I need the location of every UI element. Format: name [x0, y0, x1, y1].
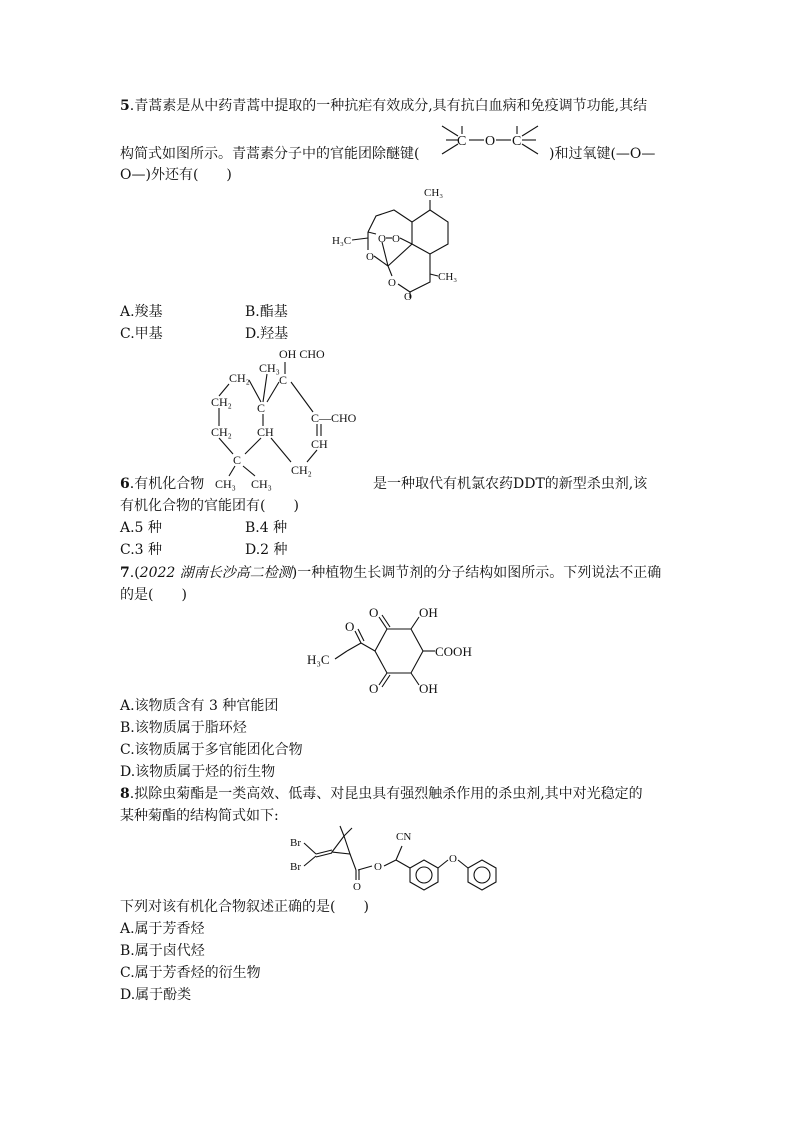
mol-ch3-right: CH₃	[438, 271, 458, 283]
q7-o-top: O	[369, 605, 379, 620]
q6-ch3-c: CH₃	[251, 477, 272, 491]
mol-o2: O	[392, 233, 400, 245]
q6-c-cho: C—CHO	[311, 411, 357, 425]
mol-ch3-top: CH₃	[424, 187, 444, 199]
q7-oh-top: OH	[419, 605, 438, 620]
q7-structure	[305, 603, 495, 699]
q5-option-d: D.羟基	[245, 326, 289, 342]
q6-ch2-c: CH₂	[211, 425, 232, 439]
q7-text-1b: )一种植物生长调节剂的分子结构如图所示。下列说法不正确	[291, 565, 662, 581]
q8-o-ether: O	[449, 853, 457, 865]
q8-option-b: B.属于卤代烃	[120, 943, 205, 959]
ether-c2: C	[512, 134, 522, 149]
q8-text-1: .拟除虫菊酯是一类高效、低毒、对昆虫具有强烈触杀作用的杀虫剂,其中对光稳定的	[129, 786, 643, 802]
q6-text-2: 有机化合物的官能团有( )	[120, 498, 299, 514]
q6-oh-cho: OH CHO	[279, 347, 325, 361]
q6-option-a: A.5 种	[120, 520, 162, 536]
q8-line-3	[120, 898, 369, 916]
q8-cn: CN	[396, 831, 412, 843]
q6-c-mid: C	[257, 401, 266, 415]
q5-line-2b	[549, 145, 655, 163]
q6-ch3-b: CH₃	[215, 477, 236, 491]
q7-number: 7	[120, 565, 130, 581]
mol-h3c: H₃C	[332, 235, 352, 247]
q6-ch2-a: CH₂	[229, 371, 250, 385]
mol-o1: O	[378, 233, 386, 245]
q5-text-3: O—)外还有( )	[120, 167, 232, 183]
q6-line-2	[120, 497, 299, 515]
q6-structure	[205, 342, 380, 492]
q6-ch2-d: CH₂	[291, 463, 312, 477]
q7-option-b: B.该物质属于脂环烃	[120, 720, 247, 736]
q5-text-1: .青蒿素是从中药青蒿中提取的一种抗疟有效成分,具有抗白血病和免疫调节功能,其结	[129, 98, 648, 114]
q6-ch3-a: CH₃	[259, 361, 280, 375]
q8-o-carbonyl: O	[353, 881, 361, 893]
q6-text-1b: 是一种取代有机氯农药DDT的新型杀虫剂,该	[373, 476, 648, 492]
q6-number: 6	[120, 476, 130, 492]
q8-number: 8	[120, 786, 130, 802]
q8-text-3: 下列对该有机化合物叙述正确的是( )	[120, 899, 369, 915]
q6-c-top: C	[279, 373, 288, 387]
q7-h3c: H₃C	[307, 652, 330, 667]
q7-cooh: COOH	[435, 644, 472, 659]
q7-option-a: A.该物质含有 3 种官能团	[120, 698, 279, 714]
q6-text-1a: .有机化合物	[129, 476, 205, 492]
q5-text-2a: 构简式如图所示。青蒿素分子中的官能团除醚键(	[120, 146, 420, 162]
ether-c1: C	[457, 134, 467, 149]
q5-text-2b: )和过氧键(—O—	[549, 146, 656, 162]
q6-c-bottom: C	[233, 453, 242, 467]
q8-structure	[288, 822, 508, 894]
q7-source: 2022 湖南长沙高二检测	[139, 565, 292, 581]
q8-option-c: C.属于芳香烃的衍生物	[120, 965, 261, 981]
q8-option-d: D.属于酚类	[120, 987, 192, 1003]
q8-text-2: 某种菊酯的结构简式如下:	[120, 808, 279, 824]
q7-line-1	[120, 564, 661, 582]
q7-text-1a: .(	[129, 565, 140, 581]
q5-line-1	[120, 97, 647, 115]
q8-line-1	[120, 785, 643, 803]
q5-number: 5	[120, 98, 130, 114]
q6-ch-b: CH	[311, 437, 328, 451]
q6-ch: CH	[257, 425, 274, 439]
q7-option-c: C.该物质属于多官能团化合物	[120, 742, 303, 758]
q6-option-d: D.2 种	[245, 542, 288, 558]
q6-option-c: C.3 种	[120, 542, 163, 558]
q6-ch2-b: CH₂	[211, 395, 232, 409]
q6-line-1b	[373, 475, 647, 493]
q5-line-2	[120, 145, 419, 163]
q8-br2: Br	[290, 861, 301, 873]
q5-option-b: B.酯基	[245, 304, 288, 320]
q5-option-c: C.甲基	[120, 326, 163, 342]
mol-o-carbonyl: O	[404, 291, 412, 303]
q7-text-2: 的是( )	[120, 587, 187, 603]
q5-option-a: A.羧基	[120, 304, 163, 320]
artemisinin-structure	[330, 180, 480, 304]
q8-o-ester: O	[374, 861, 382, 873]
q7-line-2	[120, 586, 187, 604]
q8-option-a: A.属于芳香烃	[120, 921, 205, 937]
ether-o: O	[485, 134, 496, 149]
q8-line-2	[120, 807, 279, 825]
q5-line-3	[120, 166, 232, 184]
q8-br1: Br	[290, 837, 301, 849]
q6-option-b: B.4 种	[245, 520, 288, 536]
mol-o3: O	[366, 251, 374, 263]
q7-option-d: D.该物质属于烃的衍生物	[120, 764, 276, 780]
q7-o-bottom: O	[369, 681, 379, 696]
mol-o4: O	[388, 277, 396, 289]
ether-bond-structure	[436, 118, 548, 162]
q7-oh-bottom: OH	[419, 681, 438, 696]
q7-o-side: O	[345, 619, 355, 634]
q6-line-1	[120, 475, 204, 493]
